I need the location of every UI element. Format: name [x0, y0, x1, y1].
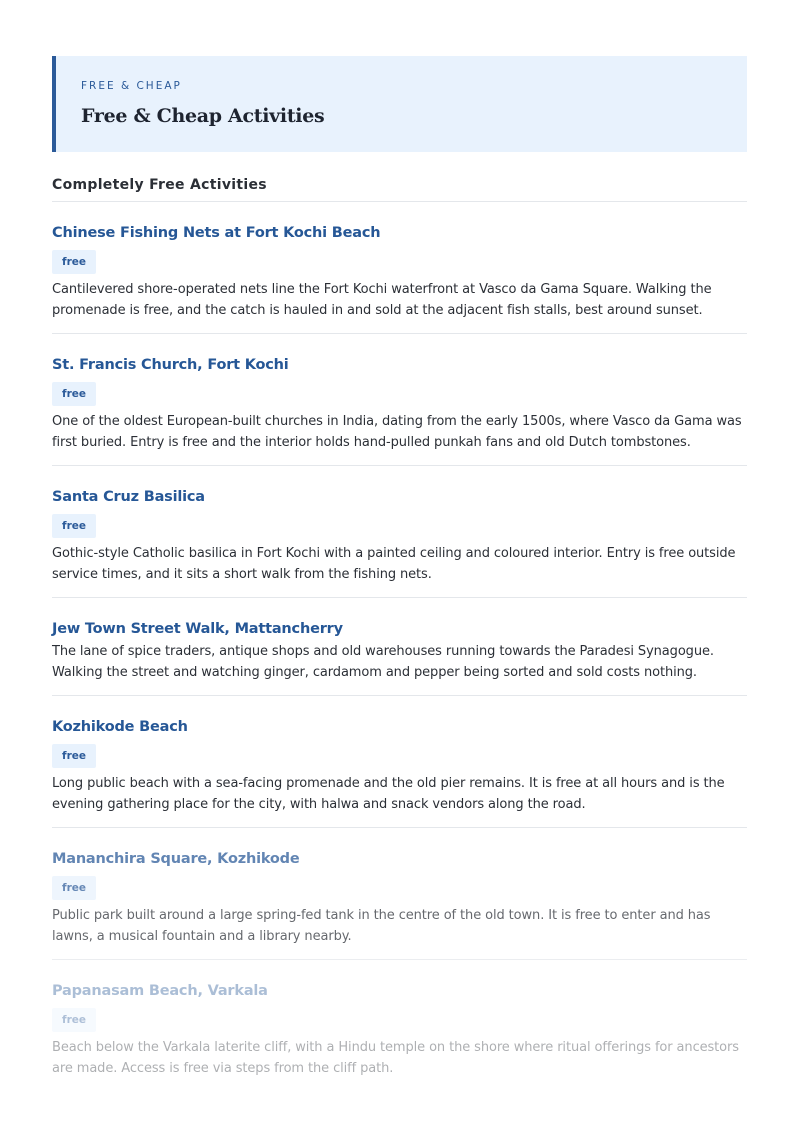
activity-description: Beach below the Varkala laterite cliff, with a Hindu temple on the shore where ritual offerings for ancestors are made. Access is free via steps from the cliff path. — [52, 1040, 739, 1076]
activity-description: Cantilevered shore-operated nets line the Fort Kochi waterfront at Vasco da Gama Square. Walking the promenade is free, and the catch is hauled in and sold at the adjacent fish stalls, best around sunset. — [52, 282, 712, 318]
activity-item — [52, 960, 747, 1091]
eyebrow-label: FREE & CHEAP — [81, 80, 182, 92]
activity-title[interactable]: Papanasam Beach, Varkala — [52, 983, 268, 999]
activity-description: Gothic-style Catholic basilica in Fort Kochi with a painted ceiling and coloured interior. Entry is free outside service times, and it sits a short walk from the fishing nets. — [52, 546, 736, 582]
section-heading: Completely Free Activities — [52, 176, 747, 202]
activity-title[interactable]: Jew Town Street Walk, Mattancherry — [52, 621, 343, 637]
activity-item — [52, 466, 747, 598]
activity-title[interactable]: Santa Cruz Basilica — [52, 489, 205, 505]
activity-title[interactable]: St. Francis Church, Fort Kochi — [52, 357, 289, 373]
header-banner — [52, 56, 747, 152]
activity-description: Public park built around a large spring-fed tank in the centre of the old town. It is free to enter and has lawns, a musical fountain and a library nearby. — [52, 908, 711, 944]
page-content — [52, 56, 747, 1091]
activity-item — [52, 598, 747, 696]
activity-item — [52, 202, 747, 334]
free-badge: free — [52, 1008, 96, 1032]
free-badge: free — [52, 744, 96, 768]
free-badge: free — [52, 382, 96, 406]
activity-item — [52, 828, 747, 960]
activity-description: One of the oldest European-built churches in India, dating from the early 1500s, where Vasco da Gama was first buried. Entry is free and the interior holds hand-pulled punkah fans and old Dutch tombstones. — [52, 414, 742, 450]
activity-item — [52, 696, 747, 828]
free-badge: free — [52, 876, 96, 900]
activity-description: The lane of spice traders, antique shops and old warehouses running towards the Paradesi Synagogue. Walking the street and watching ginger, cardamom and pepper being sorted and sold costs nothing. — [52, 644, 714, 680]
activity-description: Long public beach with a sea-facing promenade and the old pier remains. It is free at all hours and is the evening gathering place for the city, with halwa and snack vendors along the road. — [52, 776, 725, 812]
activity-title[interactable]: Chinese Fishing Nets at Fort Kochi Beach — [52, 225, 381, 241]
page-title: Free & Cheap Activities — [81, 105, 325, 127]
activity-list — [52, 202, 747, 1091]
free-badge: free — [52, 250, 96, 274]
activity-item — [52, 334, 747, 466]
activity-title[interactable]: Kozhikode Beach — [52, 719, 188, 735]
free-badge: free — [52, 514, 96, 538]
activity-title[interactable]: Mananchira Square, Kozhikode — [52, 851, 300, 867]
